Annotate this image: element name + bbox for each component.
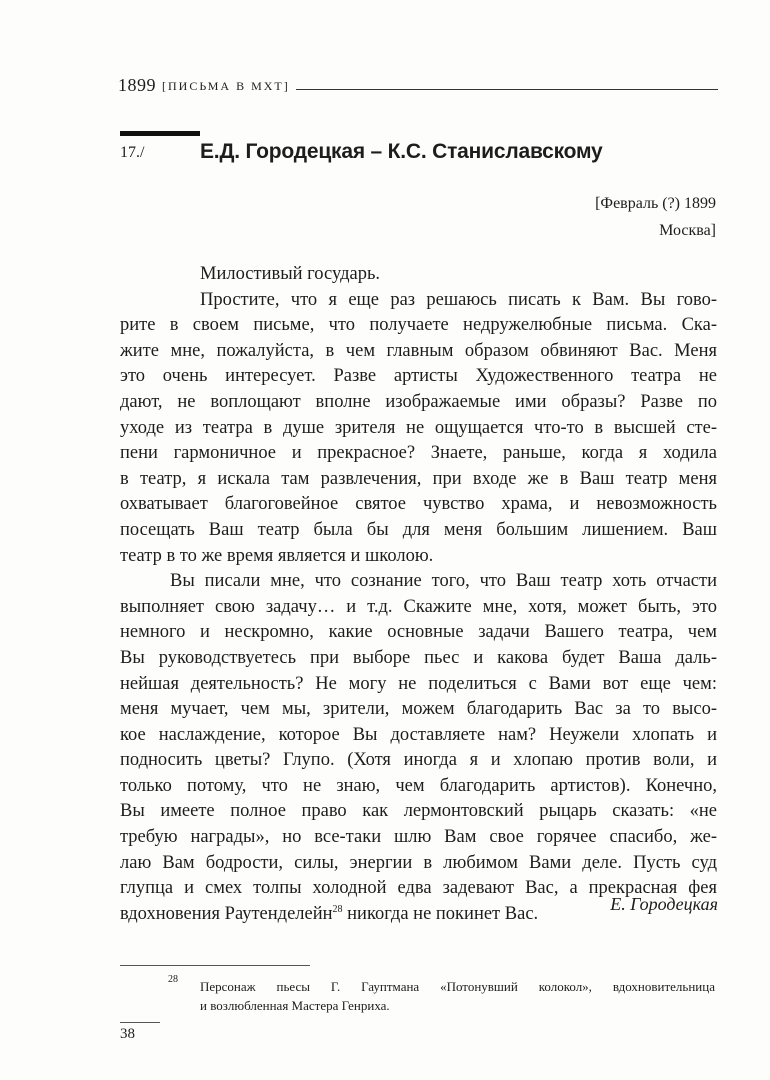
last-line-text: вдохновения Раутенделейн — [120, 903, 333, 924]
text-line: в театр, я искала там развлечения, при входе же в Ваш театр меня — [120, 468, 717, 489]
text-line: рите в своем письме, что получаете недружелюбные письма. Ска- — [120, 315, 717, 336]
text-line: театр в то же время является и школою. — [120, 545, 434, 566]
footnote-reference[interactable]: 28 — [332, 903, 343, 915]
paragraph-2 — [120, 569, 717, 902]
text-line: Простите, что я еще раз решаюсь писать к Вам. Вы гово- — [200, 289, 717, 310]
text-line: лаю Вам бодрости, силы, энергии в любимом Вами деле. Пусть суд — [120, 852, 717, 873]
dateline — [595, 190, 716, 244]
signature: Е. Городецкая — [610, 894, 718, 914]
text-line: Вы писали мне, что сознание того, что Ваш театр хоть отчасти — [170, 571, 717, 592]
text-line: жите мне, пожалуйста, в чем главным образом обвиняют Вас. Меня — [120, 340, 717, 361]
page-number: 38 — [120, 1026, 135, 1042]
letter-title: Е.Д. Городецкая – К.С. Станиславскому — [200, 140, 603, 163]
text-line: меня мучает, чем мы, зрители, можем благодарить Вас за то высо- — [120, 699, 717, 720]
text-line: посещать Ваш театр была бы для меня большим лишением. Ваш — [120, 519, 717, 540]
letter-date: [Февраль (?) 1899 — [595, 195, 716, 212]
text-line: дают, не воплощают вполне изображаемые ими образы? Разве по — [120, 391, 717, 412]
running-head-section: [ПИСЬМА В МХТ] — [162, 79, 290, 93]
letter-place: Москва] — [659, 222, 716, 239]
text-line: кое наслаждение, которое Вы доставляете нам? Неужели хлопать и — [120, 724, 717, 745]
text-line: только потому, что не знаю, чем благодарить артистов). Конечно, — [120, 775, 717, 796]
text-line: немного и нескромно, какие основные задачи Вашего театра, чем — [120, 622, 717, 643]
letter-number: 17./ — [120, 144, 145, 161]
text-line: подносить цветы? Глупо. (Хотя иногда я и хлопаю против воли, и — [120, 750, 717, 771]
paragraph-1 — [120, 288, 717, 570]
text-line: требую награды», но все-таки шлю Вам свое горячее спасибо, же- — [120, 827, 717, 848]
footnote-rule — [120, 965, 310, 966]
text-line: Вы имеете полное право как лермонтовский рыцарь сказать: «не — [120, 801, 717, 822]
salutation: Милостивый государь. — [200, 264, 381, 284]
footnote-text — [200, 977, 715, 1015]
footnote-number: 28 — [168, 974, 178, 985]
text-line: Вы руководствуетесь при выборе пьес и какова будет Ваша даль- — [120, 647, 717, 668]
text-line: это очень интересует. Разве артисты Художественного театра не — [120, 366, 717, 387]
text-line: уходе из театра в душе зрителя не ощущается что-то в высшей сте- — [120, 417, 717, 438]
text-line: пени гармоничное и прекрасное? Знаете, раньше, когда я ходила — [120, 443, 717, 464]
letter-body — [120, 262, 717, 927]
running-head-rule — [296, 89, 718, 90]
text-line: глупца и смех толпы холодной едва задевают Вас, а прекрасная фея — [120, 878, 717, 899]
footnote-line: Персонаж пьесы Г. Гауптмана «Потонувший колокол», вдохновительница — [200, 979, 715, 994]
last-line-tail: никогда не покинет Вас. — [342, 903, 539, 924]
text-line: выполняет свою задачу… и т.д. Скажите мне, хотя, может быть, это — [120, 596, 717, 617]
page-number-rule — [120, 1022, 160, 1023]
running-head-year: 1899 — [118, 75, 156, 95]
text-line: охватывает благоговейное святое чувство храма, и невозможность — [120, 494, 717, 515]
text-line: нейшая деятельность? Не могу не поделиться с Вами вот еще чем: — [120, 673, 717, 694]
heading-rule — [120, 131, 200, 136]
running-head — [118, 72, 718, 96]
footnote-line: и возлюбленная Мастера Генриха. — [200, 998, 390, 1013]
